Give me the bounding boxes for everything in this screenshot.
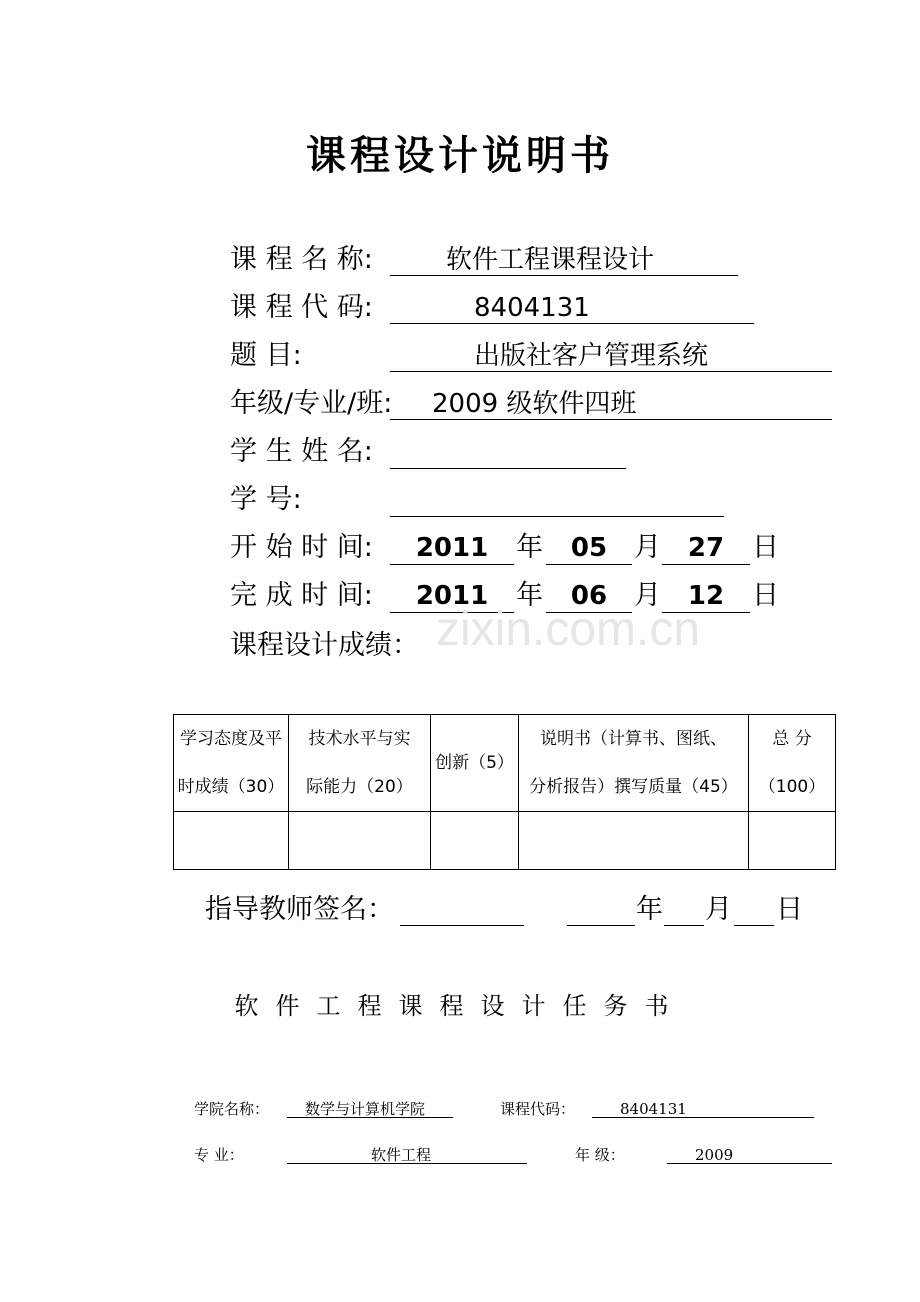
topic-value: 出版社客户管理系统: [390, 336, 832, 372]
student-id-value: [390, 480, 724, 517]
signature-day-line: [734, 893, 774, 926]
signature-month-line: [664, 893, 704, 926]
course-code-value: 8404131: [390, 288, 754, 324]
start-day-unit: 日: [752, 532, 779, 563]
course-name-label: 课 程 名 称:: [230, 244, 373, 275]
end-year-unit: 年: [516, 580, 543, 611]
student-id-label: 学 号:: [230, 484, 302, 515]
supervisor-signature-label: 指导教师签名：: [205, 894, 394, 925]
header-cell-total: 总 分 （100）: [749, 715, 836, 812]
major-label: 专 业：: [194, 1146, 244, 1164]
end-month: 06: [546, 576, 632, 613]
score-cell-innovation[interactable]: [431, 812, 519, 870]
task-book-title: 软件工程课程设计任务书: [234, 992, 686, 1020]
student-name-value: [390, 432, 626, 469]
score-cell-report[interactable]: [519, 812, 749, 870]
start-time-label: 开 始 时 间:: [230, 532, 373, 563]
header-cell-innovation: 创新（5）: [431, 715, 519, 812]
student-name-label: 学 生 姓 名:: [230, 436, 373, 467]
grade-class-label: 年级/专业/班:: [230, 388, 393, 419]
header-cell-report: 说明书（计算书、图纸、 分析报告）撰写质量（45）: [519, 715, 749, 812]
course-code-info-value: 8404131: [592, 1098, 814, 1118]
end-time-label: 完 成 时 间:: [230, 580, 373, 611]
start-year-unit: 年: [516, 532, 543, 563]
grade-class-value: 2009 级软件四班: [390, 384, 832, 420]
start-month-unit: 月: [634, 532, 661, 563]
header-cell-technical: 技术水平与实 际能力（20）: [289, 715, 431, 812]
score-cell-total[interactable]: [749, 812, 836, 870]
course-code-label: 课 程 代 码:: [230, 292, 373, 323]
college-value: 数学与计算机学院: [287, 1098, 453, 1118]
signature-day-unit: 日: [776, 894, 803, 925]
end-month-unit: 月: [634, 580, 661, 611]
watermark: zixin.com.cn: [436, 603, 701, 656]
grade-table-header-row: [174, 715, 836, 812]
grade-table: [173, 714, 836, 870]
signature-year-line: [567, 893, 635, 926]
end-day-unit: 日: [752, 580, 779, 611]
end-day: 12: [662, 576, 750, 613]
start-year: 2011: [390, 528, 514, 565]
year-label: 年 级：: [575, 1146, 625, 1164]
score-cell-technical[interactable]: [289, 812, 431, 870]
score-cell-attitude[interactable]: [174, 812, 289, 870]
year-value: 2009: [667, 1144, 832, 1164]
grade-table-score-row: [174, 812, 836, 870]
document-title: 课程设计说明书: [306, 132, 614, 179]
signature-line: [400, 893, 524, 926]
signature-month-unit: 月: [705, 894, 732, 925]
start-day: 27: [662, 528, 750, 565]
signature-year-unit: 年: [636, 894, 663, 925]
start-month: 05: [546, 528, 632, 565]
header-cell-attitude: 学习态度及平 时成绩（30）: [174, 715, 289, 812]
course-code-info-label: 课程代码：: [500, 1100, 576, 1118]
topic-label: 题 目:: [230, 340, 302, 371]
end-year: 2011: [390, 576, 514, 613]
score-label: 课程设计成绩：: [230, 630, 419, 661]
college-label: 学院名称：: [194, 1100, 270, 1118]
major-value: 软件工程: [287, 1144, 527, 1164]
course-name-value: 软件工程课程设计: [390, 240, 738, 276]
